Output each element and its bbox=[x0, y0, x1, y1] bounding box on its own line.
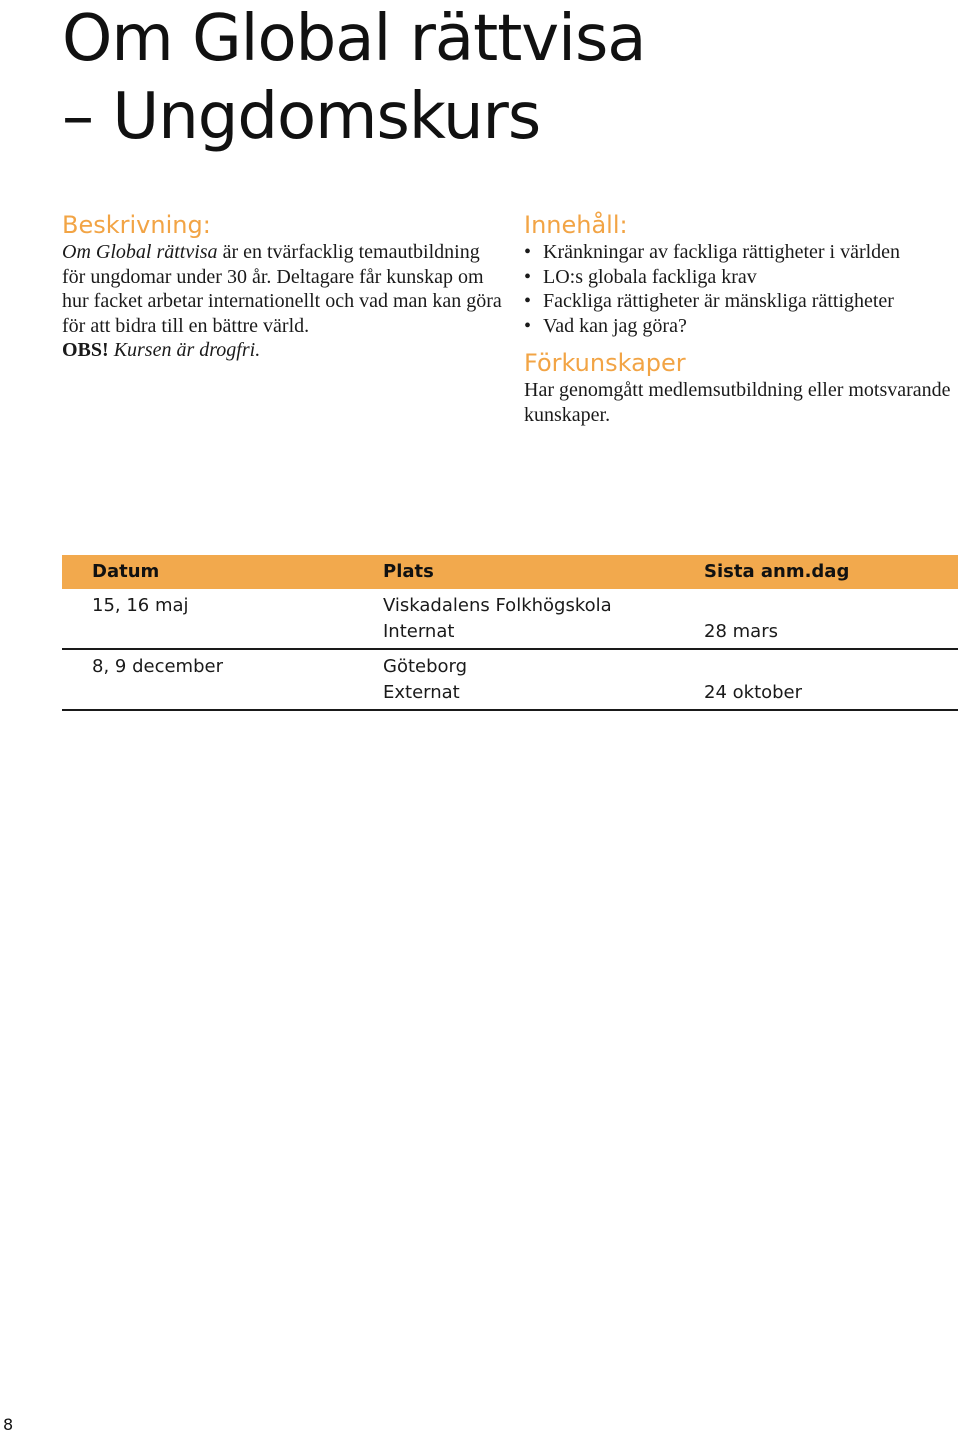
obs-note bbox=[62, 338, 502, 363]
row-type: Internat bbox=[383, 621, 455, 642]
row-place: Göteborg bbox=[383, 656, 468, 677]
list-item: • Kränkningar av fackliga rättigheter i världen bbox=[524, 240, 958, 265]
table-row bbox=[62, 589, 958, 650]
header-date: Datum bbox=[92, 561, 160, 582]
page-title bbox=[62, 0, 646, 156]
content-section bbox=[524, 210, 958, 427]
obs-label: OBS! bbox=[62, 339, 109, 361]
page-title-line-1: Om Global rättvisa bbox=[62, 2, 646, 76]
description-text bbox=[62, 240, 502, 338]
description-heading: Beskrivning: bbox=[62, 211, 211, 239]
row-deadline: 28 mars bbox=[704, 621, 778, 642]
page-number: 8 bbox=[3, 1415, 14, 1434]
list-item: • Fackliga rättigheter är mänskliga rättigheter bbox=[524, 289, 958, 314]
list-item: • LO:s globala fackliga krav bbox=[524, 265, 958, 290]
table-row bbox=[62, 650, 958, 711]
page-title-line-2: – Ungdomskurs bbox=[62, 80, 541, 154]
prerequisites-text: Har genomgått medlemsutbildning eller motsvarande kunskaper. bbox=[524, 379, 951, 426]
row-date: 8, 9 december bbox=[92, 656, 223, 677]
row-deadline: 24 oktober bbox=[704, 682, 803, 703]
description-body: är en tvärfacklig temautbildning för ungdomar under 30 år. Deltagare får kunskap om hur facket arbetar internationellt och vad man kan göra för att bidra till en bättre värld. bbox=[62, 241, 502, 337]
row-date: 15, 16 maj bbox=[92, 595, 189, 616]
description-section bbox=[62, 210, 502, 363]
table-header bbox=[62, 555, 958, 589]
prerequisites-heading: Förkunskaper bbox=[524, 349, 686, 377]
row-type: Externat bbox=[383, 682, 460, 703]
contents-heading: Innehåll: bbox=[524, 211, 628, 239]
prerequisites-section bbox=[524, 348, 958, 427]
row-place: Viskadalens Folkhögskola bbox=[383, 595, 612, 616]
contents-list bbox=[524, 240, 958, 338]
schedule-table bbox=[62, 555, 958, 711]
obs-text: Kursen är drogfri. bbox=[113, 339, 261, 361]
course-name: Om Global rättvisa bbox=[62, 241, 218, 263]
header-deadline: Sista anm.dag bbox=[704, 561, 850, 582]
header-place: Plats bbox=[383, 561, 434, 582]
list-item: • Vad kan jag göra? bbox=[524, 314, 958, 339]
